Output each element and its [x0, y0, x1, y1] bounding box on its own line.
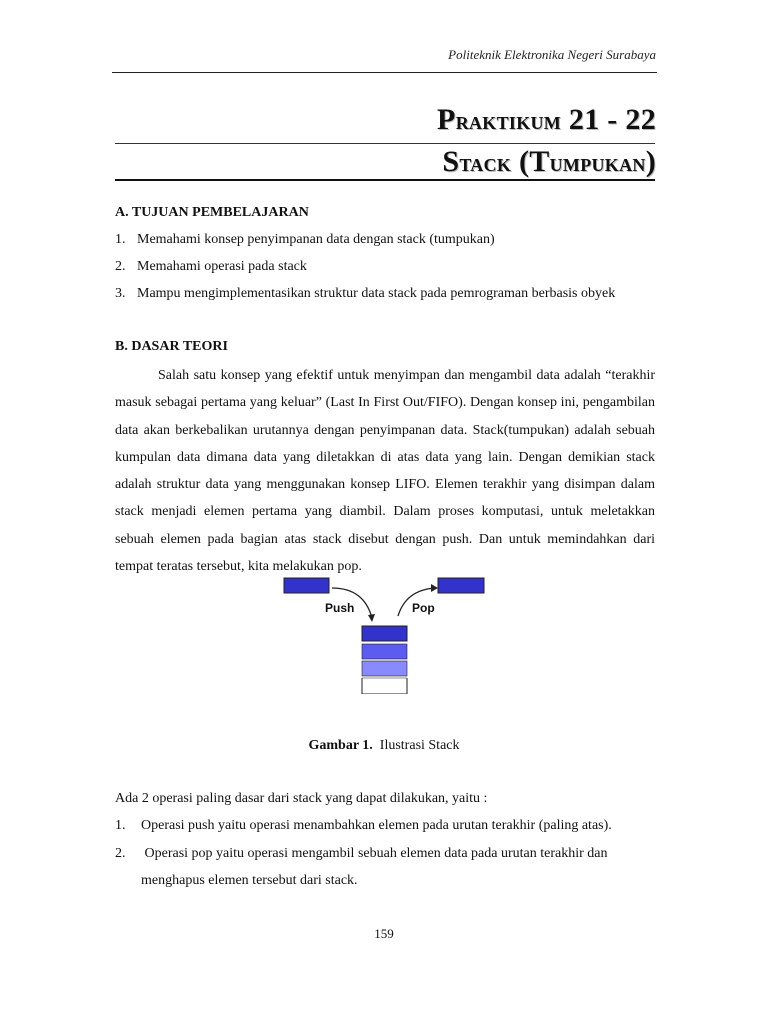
title2-initial-b: T — [529, 145, 550, 178]
item-number: 1. — [115, 232, 126, 247]
item-text: Memahami operasi pada stack — [137, 259, 307, 274]
header-institution: Politeknik Elektronika Negeri Surabaya — [448, 47, 656, 62]
objective-item — [115, 259, 660, 275]
item-number: 1. — [115, 818, 126, 833]
figure-caption — [0, 738, 768, 754]
caption-label: Gambar 1. — [308, 738, 373, 753]
title-bottom-rule — [115, 179, 655, 181]
item-number: 2. — [115, 846, 126, 861]
title-word: raktikum — [455, 106, 562, 135]
operation-item-continuation: menghapus elemen tersebut dari stack. — [141, 873, 358, 888]
section-a-heading: A. TUJUAN PEMBELAJARAN — [115, 205, 309, 220]
operation-item — [115, 846, 660, 862]
pop-element-block — [438, 578, 484, 593]
item-number: 2. — [115, 259, 126, 274]
title2-paren-close: ) — [645, 145, 656, 178]
objective-item — [115, 286, 660, 302]
item-text: Operasi push yaitu operasi menambahkan elemen pada urutan terakhir (paling atas). — [141, 818, 612, 833]
title-initial: P — [437, 103, 456, 136]
item-text: Operasi pop yaitu operasi mengambil sebuah elemen data pada urutan terakhir dan — [144, 846, 608, 861]
title2-initial-a: S — [442, 145, 460, 178]
push-label: Push — [325, 601, 355, 615]
push-arrowhead-icon — [368, 614, 375, 622]
stack-block — [362, 644, 407, 659]
page-title-line1 — [437, 103, 656, 137]
title2-word-b: umpukan — [549, 148, 646, 177]
caption-text: Ilustrasi Stack — [379, 738, 460, 753]
stack-top-block — [362, 626, 407, 641]
page-number: 159 — [374, 926, 394, 941]
title2-paren-open: ( — [519, 145, 530, 178]
section-b-heading: B. DASAR TEORI — [115, 339, 228, 354]
title2-word-a: tack — [459, 148, 512, 177]
operation-item — [115, 818, 660, 834]
stack-block — [362, 661, 407, 676]
stack-container — [362, 678, 407, 694]
stack-illustration — [280, 574, 490, 694]
push-element-block — [284, 578, 329, 593]
page-title-line2 — [442, 145, 656, 179]
item-text: Mampu mengimplementasikan struktur data stack pada pemrograman berbasis obyek — [137, 286, 616, 301]
pop-label: Pop — [412, 601, 435, 615]
header-rule — [112, 72, 657, 73]
item-text: Memahami konsep penyimpanan data dengan stack (tumpukan) — [137, 232, 495, 247]
theory-paragraph: Salah satu konsep yang efektif untuk menyimpan dan mengambil data adalah “terakhir masuk sebagai pertama yang keluar” (Last In First Out/FIFO). Dengan konsep ini, pengambilan data akan berkebalikan urutannya dengan penyimpanan data. Stack(tumpukan) adalah sebuah kumpulan data dimana data yang diletakkan di atas data yang lain. Dengan demikian stack adalah struktur data yang menggunakan konsep LIFO. Elemen terakhir yang disimpan dalam stack menjadi elemen pertama yang diambil. Dalam proses komputasi, untuk meletakkan sebuah elemen pada bagian atas stack disebut dengan push. Dan untuk memindahkan dari tempat teratas tersebut, kita melakukan pop. — [115, 368, 655, 575]
title-number: 21 - 22 — [568, 103, 656, 136]
objective-item — [115, 232, 660, 248]
operations-intro: Ada 2 operasi paling dasar dari stack yang dapat dilakukan, yaitu : — [115, 791, 488, 806]
pop-arrowhead-icon — [431, 584, 438, 592]
item-number: 3. — [115, 286, 126, 301]
title-rule — [115, 143, 655, 144]
